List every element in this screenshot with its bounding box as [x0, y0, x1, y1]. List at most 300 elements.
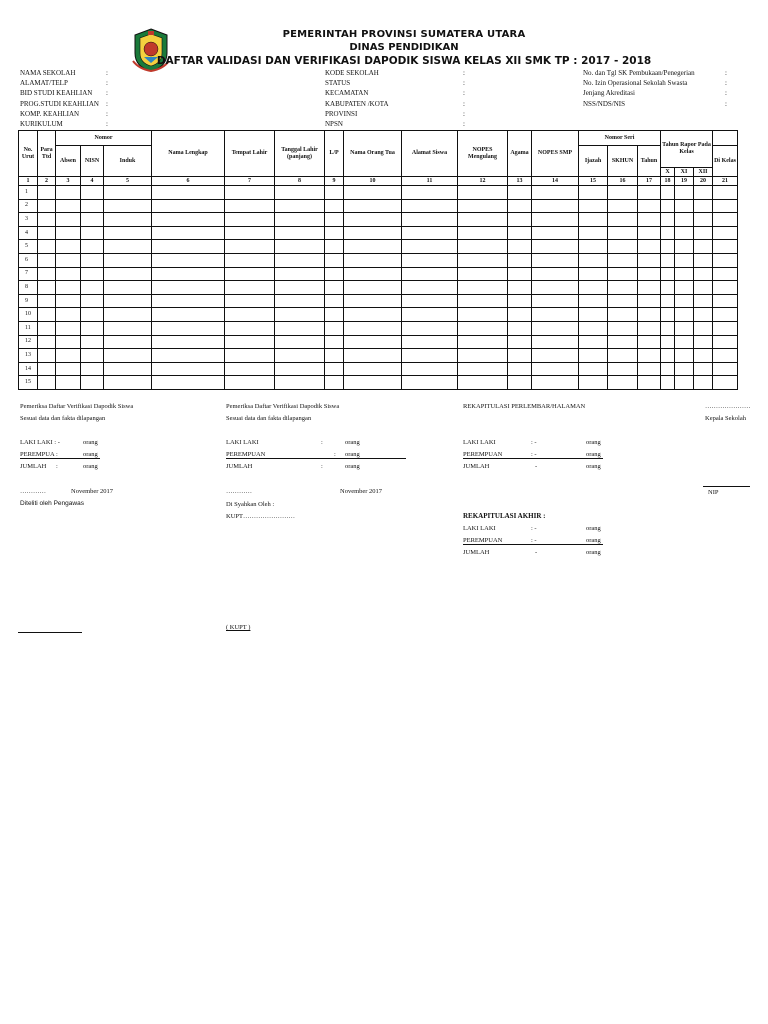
- table-cell[interactable]: [344, 226, 402, 240]
- table-cell[interactable]: [458, 294, 508, 308]
- table-cell[interactable]: [38, 294, 56, 308]
- table-cell[interactable]: [508, 213, 532, 227]
- table-cell[interactable]: [458, 376, 508, 390]
- table-cell[interactable]: [344, 335, 402, 349]
- table-cell[interactable]: [152, 349, 225, 363]
- table-cell[interactable]: [38, 362, 56, 376]
- table-cell[interactable]: [152, 308, 225, 322]
- table-cell[interactable]: [532, 226, 579, 240]
- table-cell[interactable]: [638, 267, 661, 281]
- table-cell[interactable]: [402, 376, 458, 390]
- table-cell[interactable]: [81, 281, 104, 295]
- table-cell[interactable]: [325, 362, 344, 376]
- table-cell[interactable]: [38, 226, 56, 240]
- table-cell[interactable]: [458, 199, 508, 213]
- table-cell[interactable]: [508, 253, 532, 267]
- table-cell[interactable]: [225, 294, 275, 308]
- table-cell[interactable]: [56, 253, 81, 267]
- table-cell[interactable]: [694, 186, 713, 200]
- table-cell[interactable]: [81, 349, 104, 363]
- table-cell[interactable]: [152, 294, 225, 308]
- table-cell[interactable]: [675, 308, 694, 322]
- table-cell[interactable]: [38, 186, 56, 200]
- table-cell[interactable]: [675, 213, 694, 227]
- table-cell[interactable]: [81, 376, 104, 390]
- table-cell[interactable]: [608, 267, 638, 281]
- table-cell[interactable]: [694, 321, 713, 335]
- table-cell[interactable]: [56, 199, 81, 213]
- table-cell[interactable]: [275, 267, 325, 281]
- table-cell[interactable]: [402, 267, 458, 281]
- table-cell[interactable]: [608, 294, 638, 308]
- table-cell[interactable]: [38, 281, 56, 295]
- table-cell[interactable]: [508, 362, 532, 376]
- table-cell[interactable]: [675, 253, 694, 267]
- table-cell[interactable]: [675, 267, 694, 281]
- table-cell[interactable]: [225, 186, 275, 200]
- table-cell[interactable]: [152, 321, 225, 335]
- table-cell[interactable]: [275, 213, 325, 227]
- table-cell[interactable]: [661, 186, 675, 200]
- table-cell[interactable]: [402, 186, 458, 200]
- table-cell[interactable]: [675, 321, 694, 335]
- table-cell[interactable]: [713, 376, 738, 390]
- table-cell[interactable]: [713, 294, 738, 308]
- table-cell[interactable]: [225, 281, 275, 295]
- table-cell[interactable]: [81, 335, 104, 349]
- table-cell[interactable]: [532, 321, 579, 335]
- table-cell[interactable]: [275, 199, 325, 213]
- table-cell[interactable]: [458, 335, 508, 349]
- table-cell[interactable]: [661, 349, 675, 363]
- table-cell[interactable]: [402, 213, 458, 227]
- table-cell[interactable]: [458, 240, 508, 254]
- table-cell[interactable]: [56, 321, 81, 335]
- table-cell[interactable]: [325, 376, 344, 390]
- table-cell[interactable]: [661, 376, 675, 390]
- table-cell[interactable]: [56, 281, 81, 295]
- table-cell[interactable]: [275, 321, 325, 335]
- table-cell[interactable]: [152, 213, 225, 227]
- table-cell[interactable]: [81, 226, 104, 240]
- table-cell[interactable]: [508, 226, 532, 240]
- table-cell[interactable]: [694, 376, 713, 390]
- table-cell[interactable]: [458, 321, 508, 335]
- table-cell[interactable]: [402, 240, 458, 254]
- table-cell[interactable]: [56, 335, 81, 349]
- table-cell[interactable]: [694, 240, 713, 254]
- table-cell[interactable]: [81, 213, 104, 227]
- table-cell[interactable]: [661, 308, 675, 322]
- table-cell[interactable]: [579, 321, 608, 335]
- table-cell[interactable]: [152, 253, 225, 267]
- table-cell[interactable]: [694, 362, 713, 376]
- table-cell[interactable]: [104, 308, 152, 322]
- table-cell[interactable]: [638, 294, 661, 308]
- table-cell[interactable]: [532, 199, 579, 213]
- table-cell[interactable]: [152, 240, 225, 254]
- table-cell[interactable]: [661, 335, 675, 349]
- table-cell[interactable]: [225, 335, 275, 349]
- table-cell[interactable]: [344, 362, 402, 376]
- table-cell[interactable]: [325, 294, 344, 308]
- table-cell[interactable]: [661, 281, 675, 295]
- table-cell[interactable]: [579, 267, 608, 281]
- table-cell[interactable]: [458, 349, 508, 363]
- table-cell[interactable]: [325, 335, 344, 349]
- table-cell[interactable]: [56, 226, 81, 240]
- table-cell[interactable]: [344, 321, 402, 335]
- table-cell[interactable]: [532, 253, 579, 267]
- table-cell[interactable]: [579, 376, 608, 390]
- table-cell[interactable]: [81, 253, 104, 267]
- table-cell[interactable]: [661, 362, 675, 376]
- table-cell[interactable]: [38, 335, 56, 349]
- table-cell[interactable]: [579, 349, 608, 363]
- table-cell[interactable]: [694, 253, 713, 267]
- table-cell[interactable]: [579, 335, 608, 349]
- table-cell[interactable]: [81, 199, 104, 213]
- table-cell[interactable]: [508, 349, 532, 363]
- table-cell[interactable]: [661, 213, 675, 227]
- table-cell[interactable]: [81, 308, 104, 322]
- table-cell[interactable]: [579, 281, 608, 295]
- table-cell[interactable]: [661, 253, 675, 267]
- table-cell[interactable]: [325, 349, 344, 363]
- table-cell[interactable]: [56, 349, 81, 363]
- table-cell[interactable]: [638, 349, 661, 363]
- table-cell[interactable]: [638, 186, 661, 200]
- table-cell[interactable]: [152, 267, 225, 281]
- table-cell[interactable]: [104, 376, 152, 390]
- table-cell[interactable]: [608, 335, 638, 349]
- table-cell[interactable]: [713, 240, 738, 254]
- table-cell[interactable]: [713, 253, 738, 267]
- table-cell[interactable]: [325, 226, 344, 240]
- table-cell[interactable]: [675, 349, 694, 363]
- table-cell[interactable]: [56, 376, 81, 390]
- table-cell[interactable]: [152, 335, 225, 349]
- table-cell[interactable]: [579, 362, 608, 376]
- table-cell[interactable]: [458, 186, 508, 200]
- table-cell[interactable]: [402, 362, 458, 376]
- table-cell[interactable]: [532, 335, 579, 349]
- table-cell[interactable]: [344, 186, 402, 200]
- table-cell[interactable]: [225, 267, 275, 281]
- table-cell[interactable]: [694, 199, 713, 213]
- table-cell[interactable]: [402, 321, 458, 335]
- table-cell[interactable]: [402, 253, 458, 267]
- table-cell[interactable]: [675, 362, 694, 376]
- table-cell[interactable]: [608, 213, 638, 227]
- table-cell[interactable]: [675, 199, 694, 213]
- table-cell[interactable]: [713, 335, 738, 349]
- table-cell[interactable]: [225, 213, 275, 227]
- table-cell[interactable]: [508, 240, 532, 254]
- table-cell[interactable]: [694, 335, 713, 349]
- table-cell[interactable]: [694, 308, 713, 322]
- table-cell[interactable]: [81, 267, 104, 281]
- table-cell[interactable]: [104, 321, 152, 335]
- table-cell[interactable]: [608, 349, 638, 363]
- table-cell[interactable]: [325, 199, 344, 213]
- table-cell[interactable]: [275, 362, 325, 376]
- table-cell[interactable]: [508, 199, 532, 213]
- table-cell[interactable]: [458, 253, 508, 267]
- table-cell[interactable]: [675, 281, 694, 295]
- table-cell[interactable]: [104, 253, 152, 267]
- table-cell[interactable]: [325, 321, 344, 335]
- table-cell[interactable]: [713, 349, 738, 363]
- table-cell[interactable]: [56, 240, 81, 254]
- table-cell[interactable]: [225, 199, 275, 213]
- table-cell[interactable]: [225, 349, 275, 363]
- table-cell[interactable]: [508, 321, 532, 335]
- table-cell[interactable]: [508, 281, 532, 295]
- table-cell[interactable]: [275, 294, 325, 308]
- table-cell[interactable]: [56, 186, 81, 200]
- table-cell[interactable]: [225, 253, 275, 267]
- table-cell[interactable]: [532, 281, 579, 295]
- table-cell[interactable]: [81, 294, 104, 308]
- table-cell[interactable]: [275, 281, 325, 295]
- table-cell[interactable]: [661, 321, 675, 335]
- table-cell[interactable]: [694, 281, 713, 295]
- table-cell[interactable]: [104, 349, 152, 363]
- table-cell[interactable]: [713, 321, 738, 335]
- table-cell[interactable]: [532, 240, 579, 254]
- table-cell[interactable]: [608, 253, 638, 267]
- table-cell[interactable]: [38, 321, 56, 335]
- table-cell[interactable]: [532, 294, 579, 308]
- table-cell[interactable]: [275, 376, 325, 390]
- table-cell[interactable]: [152, 199, 225, 213]
- table-cell[interactable]: [325, 253, 344, 267]
- table-cell[interactable]: [344, 240, 402, 254]
- table-cell[interactable]: [638, 376, 661, 390]
- table-cell[interactable]: [532, 267, 579, 281]
- table-cell[interactable]: [225, 240, 275, 254]
- table-cell[interactable]: [713, 186, 738, 200]
- table-cell[interactable]: [104, 362, 152, 376]
- table-cell[interactable]: [713, 226, 738, 240]
- table-cell[interactable]: [458, 281, 508, 295]
- table-cell[interactable]: [152, 186, 225, 200]
- table-cell[interactable]: [225, 321, 275, 335]
- table-cell[interactable]: [661, 240, 675, 254]
- table-cell[interactable]: [608, 376, 638, 390]
- table-cell[interactable]: [713, 199, 738, 213]
- table-cell[interactable]: [608, 240, 638, 254]
- table-cell[interactable]: [38, 376, 56, 390]
- table-cell[interactable]: [713, 362, 738, 376]
- table-cell[interactable]: [532, 376, 579, 390]
- table-cell[interactable]: [38, 253, 56, 267]
- table-cell[interactable]: [458, 362, 508, 376]
- table-cell[interactable]: [344, 267, 402, 281]
- table-cell[interactable]: [81, 186, 104, 200]
- table-cell[interactable]: [402, 281, 458, 295]
- table-cell[interactable]: [675, 186, 694, 200]
- table-cell[interactable]: [608, 308, 638, 322]
- table-cell[interactable]: [325, 308, 344, 322]
- table-cell[interactable]: [275, 226, 325, 240]
- table-cell[interactable]: [579, 294, 608, 308]
- table-cell[interactable]: [532, 362, 579, 376]
- table-cell[interactable]: [81, 321, 104, 335]
- table-cell[interactable]: [608, 362, 638, 376]
- table-cell[interactable]: [638, 240, 661, 254]
- table-cell[interactable]: [344, 253, 402, 267]
- table-cell[interactable]: [508, 308, 532, 322]
- table-cell[interactable]: [661, 267, 675, 281]
- table-cell[interactable]: [675, 376, 694, 390]
- table-cell[interactable]: [152, 362, 225, 376]
- table-cell[interactable]: [608, 281, 638, 295]
- table-cell[interactable]: [694, 349, 713, 363]
- table-cell[interactable]: [458, 267, 508, 281]
- table-cell[interactable]: [325, 186, 344, 200]
- table-cell[interactable]: [638, 335, 661, 349]
- table-cell[interactable]: [638, 199, 661, 213]
- table-cell[interactable]: [661, 294, 675, 308]
- table-cell[interactable]: [344, 376, 402, 390]
- table-cell[interactable]: [638, 321, 661, 335]
- table-cell[interactable]: [713, 308, 738, 322]
- table-cell[interactable]: [458, 226, 508, 240]
- table-cell[interactable]: [402, 308, 458, 322]
- table-cell[interactable]: [225, 308, 275, 322]
- table-cell[interactable]: [344, 349, 402, 363]
- table-cell[interactable]: [104, 240, 152, 254]
- table-cell[interactable]: [458, 308, 508, 322]
- table-cell[interactable]: [508, 335, 532, 349]
- table-cell[interactable]: [402, 199, 458, 213]
- table-cell[interactable]: [608, 321, 638, 335]
- table-cell[interactable]: [325, 267, 344, 281]
- table-cell[interactable]: [661, 199, 675, 213]
- table-cell[interactable]: [325, 213, 344, 227]
- table-cell[interactable]: [104, 335, 152, 349]
- table-cell[interactable]: [675, 335, 694, 349]
- table-cell[interactable]: [275, 349, 325, 363]
- table-cell[interactable]: [152, 281, 225, 295]
- table-cell[interactable]: [532, 186, 579, 200]
- table-cell[interactable]: [38, 240, 56, 254]
- table-cell[interactable]: [713, 281, 738, 295]
- table-cell[interactable]: [225, 376, 275, 390]
- table-cell[interactable]: [104, 186, 152, 200]
- table-cell[interactable]: [638, 281, 661, 295]
- table-cell[interactable]: [508, 294, 532, 308]
- table-cell[interactable]: [675, 240, 694, 254]
- table-cell[interactable]: [56, 308, 81, 322]
- table-cell[interactable]: [104, 281, 152, 295]
- table-cell[interactable]: [579, 213, 608, 227]
- table-cell[interactable]: [275, 240, 325, 254]
- table-cell[interactable]: [638, 362, 661, 376]
- table-cell[interactable]: [104, 199, 152, 213]
- table-cell[interactable]: [532, 308, 579, 322]
- table-cell[interactable]: [38, 213, 56, 227]
- table-cell[interactable]: [225, 362, 275, 376]
- table-cell[interactable]: [579, 199, 608, 213]
- table-cell[interactable]: [638, 253, 661, 267]
- table-cell[interactable]: [402, 335, 458, 349]
- table-cell[interactable]: [508, 376, 532, 390]
- table-cell[interactable]: [579, 226, 608, 240]
- table-cell[interactable]: [532, 349, 579, 363]
- table-cell[interactable]: [532, 213, 579, 227]
- table-cell[interactable]: [38, 308, 56, 322]
- table-cell[interactable]: [579, 308, 608, 322]
- table-cell[interactable]: [508, 267, 532, 281]
- table-cell[interactable]: [694, 213, 713, 227]
- table-cell[interactable]: [608, 226, 638, 240]
- table-cell[interactable]: [402, 226, 458, 240]
- table-cell[interactable]: [608, 186, 638, 200]
- table-cell[interactable]: [104, 226, 152, 240]
- table-cell[interactable]: [152, 376, 225, 390]
- table-cell[interactable]: [402, 349, 458, 363]
- table-cell[interactable]: [694, 267, 713, 281]
- table-cell[interactable]: [152, 226, 225, 240]
- table-cell[interactable]: [56, 362, 81, 376]
- table-cell[interactable]: [104, 294, 152, 308]
- table-cell[interactable]: [508, 186, 532, 200]
- table-cell[interactable]: [275, 253, 325, 267]
- table-cell[interactable]: [694, 294, 713, 308]
- table-cell[interactable]: [225, 226, 275, 240]
- table-cell[interactable]: [81, 240, 104, 254]
- table-cell[interactable]: [38, 349, 56, 363]
- table-cell[interactable]: [344, 281, 402, 295]
- table-cell[interactable]: [694, 226, 713, 240]
- table-cell[interactable]: [713, 213, 738, 227]
- table-cell[interactable]: [579, 240, 608, 254]
- table-cell[interactable]: [38, 267, 56, 281]
- table-cell[interactable]: [56, 294, 81, 308]
- table-cell[interactable]: [275, 186, 325, 200]
- table-cell[interactable]: [325, 240, 344, 254]
- table-cell[interactable]: [325, 281, 344, 295]
- table-cell[interactable]: [638, 226, 661, 240]
- table-cell[interactable]: [713, 267, 738, 281]
- table-cell[interactable]: [638, 213, 661, 227]
- table-cell[interactable]: [104, 267, 152, 281]
- table-cell[interactable]: [458, 213, 508, 227]
- table-cell[interactable]: [38, 199, 56, 213]
- table-cell[interactable]: [275, 335, 325, 349]
- table-cell[interactable]: [344, 294, 402, 308]
- table-cell[interactable]: [344, 199, 402, 213]
- table-cell[interactable]: [638, 308, 661, 322]
- table-cell[interactable]: [675, 226, 694, 240]
- table-cell[interactable]: [579, 253, 608, 267]
- table-cell[interactable]: [344, 213, 402, 227]
- table-cell[interactable]: [81, 362, 104, 376]
- table-cell[interactable]: [661, 226, 675, 240]
- table-cell[interactable]: [608, 199, 638, 213]
- table-cell[interactable]: [104, 213, 152, 227]
- table-cell[interactable]: [344, 308, 402, 322]
- table-cell[interactable]: [579, 186, 608, 200]
- table-cell[interactable]: [275, 308, 325, 322]
- table-cell[interactable]: [675, 294, 694, 308]
- table-cell[interactable]: [402, 294, 458, 308]
- table-cell[interactable]: [56, 267, 81, 281]
- table-cell[interactable]: [56, 213, 81, 227]
